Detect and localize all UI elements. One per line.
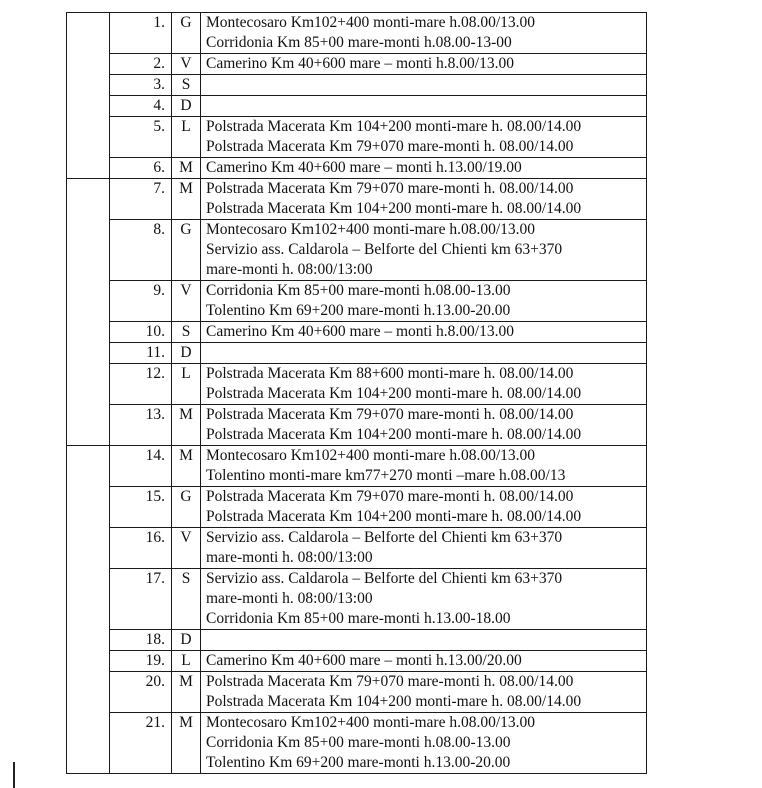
day-number: 2. bbox=[110, 54, 172, 75]
schedule-row bbox=[67, 446, 647, 487]
weekday-letter: L bbox=[172, 364, 201, 405]
checkpoint-cell bbox=[201, 281, 647, 322]
checkpoint-line: Tolentino Km 69+200 mare-monti h.13.00-20.00 bbox=[206, 302, 511, 319]
schedule-row bbox=[67, 364, 647, 405]
checkpoint-line: Camerino Km 40+600 mare – monti h.13.00/20.00 bbox=[206, 652, 522, 669]
checkpoint-line: Camerino Km 40+600 mare – monti h.8.00/13.00 bbox=[206, 55, 514, 72]
checkpoint-line: Servizio ass. Caldarola – Belforte del Chienti km 63+370 bbox=[206, 570, 563, 587]
weekday-letter: M bbox=[172, 446, 201, 487]
schedule-row bbox=[67, 96, 647, 117]
day-number: 10. bbox=[110, 322, 172, 343]
week-block-cell bbox=[67, 179, 110, 446]
weekday-letter: G bbox=[172, 13, 201, 54]
checkpoint-cell bbox=[201, 75, 647, 96]
weekday-letter: L bbox=[172, 117, 201, 158]
checkpoint-line: Polstrada Macerata Km 79+070 mare-monti h. 08.00/14.00 bbox=[206, 488, 574, 505]
schedule-row bbox=[67, 528, 647, 569]
checkpoint-line: Polstrada Macerata Km 104+200 monti-mare h. 08.00/14.00 bbox=[206, 200, 582, 217]
day-number: 5. bbox=[110, 117, 172, 158]
weekday-letter: M bbox=[172, 713, 201, 774]
checkpoint-cell bbox=[201, 364, 647, 405]
checkpoint-cell bbox=[201, 405, 647, 446]
week-block-cell bbox=[67, 13, 110, 179]
checkpoint-line: Corridonia Km 85+00 mare-monti h.08.00-13.00 bbox=[206, 282, 511, 299]
checkpoint-line: Camerino Km 40+600 mare – monti h.8.00/13.00 bbox=[206, 323, 514, 340]
checkpoint-line: Corridonia Km 85+00 mare-monti h.08.00-13-00 bbox=[206, 34, 512, 51]
day-number: 14. bbox=[110, 446, 172, 487]
checkpoint-line: Montecosaro Km102+400 monti-mare h.08.00/13.00 bbox=[206, 221, 536, 238]
checkpoint-cell bbox=[201, 630, 647, 651]
schedule-row bbox=[67, 13, 647, 54]
checkpoint-line: Montecosaro Km102+400 monti-mare h.08.00/13.00 bbox=[206, 714, 536, 731]
checkpoint-cell bbox=[201, 343, 647, 364]
day-number: 1. bbox=[110, 13, 172, 54]
checkpoint-line: Servizio ass. Caldarola – Belforte del Chienti km 63+370 bbox=[206, 529, 563, 546]
week-block-cell bbox=[67, 446, 110, 774]
checkpoint-cell bbox=[201, 179, 647, 220]
schedule-rows bbox=[67, 13, 647, 774]
checkpoint-cell bbox=[201, 117, 647, 158]
schedule-row bbox=[67, 713, 647, 774]
weekday-letter: G bbox=[172, 487, 201, 528]
checkpoint-line: Servizio ass. Caldarola – Belforte del Chienti km 63+370 bbox=[206, 241, 563, 258]
schedule-row bbox=[67, 54, 647, 75]
day-number: 6. bbox=[110, 158, 172, 179]
weekday-letter: L bbox=[172, 651, 201, 672]
schedule-row bbox=[67, 117, 647, 158]
day-number: 20. bbox=[110, 672, 172, 713]
day-number: 8. bbox=[110, 220, 172, 281]
checkpoint-line: Polstrada Macerata Km 79+070 mare-monti h. 08.00/14.00 bbox=[206, 406, 574, 423]
checkpoint-line: Polstrada Macerata Km 104+200 monti-mare h. 08.00/14.00 bbox=[206, 508, 582, 525]
schedule-row bbox=[67, 158, 647, 179]
checkpoint-cell bbox=[201, 158, 647, 179]
checkpoint-line: Tolentino monti-mare km77+270 monti –mare h.08.00/13 bbox=[206, 467, 566, 484]
schedule-row bbox=[67, 569, 647, 630]
weekday-letter: D bbox=[172, 96, 201, 117]
weekday-letter: S bbox=[172, 569, 201, 630]
checkpoint-line: Polstrada Macerata Km 104+200 monti-mare h. 08.00/14.00 bbox=[206, 426, 582, 443]
day-number: 15. bbox=[110, 487, 172, 528]
checkpoint-cell bbox=[201, 220, 647, 281]
weekday-letter: V bbox=[172, 528, 201, 569]
day-number: 7. bbox=[110, 179, 172, 220]
weekday-letter: V bbox=[172, 281, 201, 322]
checkpoint-line: Corridonia Km 85+00 mare-monti h.13.00-18.00 bbox=[206, 610, 511, 627]
checkpoint-cell bbox=[201, 322, 647, 343]
margin-mark bbox=[13, 762, 15, 788]
weekday-letter: M bbox=[172, 158, 201, 179]
checkpoint-cell bbox=[201, 672, 647, 713]
checkpoint-line: Montecosaro Km102+400 monti-mare h.08.00/13.00 bbox=[206, 14, 536, 31]
day-number: 19. bbox=[110, 651, 172, 672]
checkpoint-cell bbox=[201, 651, 647, 672]
checkpoint-cell bbox=[201, 569, 647, 630]
checkpoint-line: Tolentino Km 69+200 mare-monti h.13.00-20.00 bbox=[206, 754, 511, 771]
checkpoint-line: Corridonia Km 85+00 mare-monti h.08.00-13.00 bbox=[206, 734, 511, 751]
schedule-row bbox=[67, 343, 647, 364]
checkpoint-line: Polstrada Macerata Km 88+600 monti-mare h. 08.00/14.00 bbox=[206, 365, 574, 382]
day-number: 17. bbox=[110, 569, 172, 630]
schedule-row bbox=[67, 630, 647, 651]
checkpoint-line bbox=[206, 630, 646, 650]
day-number: 9. bbox=[110, 281, 172, 322]
checkpoint-line bbox=[206, 96, 646, 116]
checkpoint-cell bbox=[201, 446, 647, 487]
checkpoint-line: Camerino Km 40+600 mare – monti h.13.00/19.00 bbox=[206, 159, 522, 176]
day-number: 12. bbox=[110, 364, 172, 405]
schedule-row bbox=[67, 179, 647, 220]
weekday-letter: M bbox=[172, 405, 201, 446]
checkpoint-cell bbox=[201, 54, 647, 75]
schedule-row bbox=[67, 75, 647, 96]
day-number: 13. bbox=[110, 405, 172, 446]
checkpoint-cell bbox=[201, 487, 647, 528]
checkpoint-line: Polstrada Macerata Km 104+200 monti-mare h. 08.00/14.00 bbox=[206, 385, 582, 402]
weekday-letter: G bbox=[172, 220, 201, 281]
day-number: 4. bbox=[110, 96, 172, 117]
checkpoint-cell bbox=[201, 13, 647, 54]
checkpoint-line: Polstrada Macerata Km 79+070 mare-monti h. 08.00/14.00 bbox=[206, 180, 574, 197]
checkpoint-cell bbox=[201, 528, 647, 569]
schedule-row bbox=[67, 322, 647, 343]
checkpoint-line: Polstrada Macerata Km 79+070 mare-monti h. 08.00/14.00 bbox=[206, 138, 574, 155]
weekday-letter: M bbox=[172, 672, 201, 713]
checkpoint-line bbox=[206, 75, 646, 95]
checkpoint-line: Polstrada Macerata Km 79+070 mare-monti h. 08.00/14.00 bbox=[206, 673, 574, 690]
schedule-row bbox=[67, 487, 647, 528]
weekday-letter: M bbox=[172, 179, 201, 220]
day-number: 3. bbox=[110, 75, 172, 96]
schedule-row bbox=[67, 405, 647, 446]
checkpoint-cell bbox=[201, 713, 647, 774]
checkpoint-line: mare-monti h. 08:00/13:00 bbox=[206, 261, 373, 278]
weekday-letter: D bbox=[172, 343, 201, 364]
checkpoint-line bbox=[206, 343, 646, 363]
checkpoint-line: Montecosaro Km102+400 monti-mare h.08.00/13.00 bbox=[206, 447, 536, 464]
schedule-table bbox=[66, 12, 647, 774]
checkpoint-line: Polstrada Macerata Km 104+200 monti-mare h. 08.00/14.00 bbox=[206, 693, 582, 710]
weekday-letter: D bbox=[172, 630, 201, 651]
schedule-row bbox=[67, 220, 647, 281]
checkpoint-line: mare-monti h. 08:00/13:00 bbox=[206, 590, 373, 607]
checkpoint-line: Polstrada Macerata Km 104+200 monti-mare h. 08.00/14.00 bbox=[206, 118, 582, 135]
day-number: 21. bbox=[110, 713, 172, 774]
checkpoint-cell bbox=[201, 96, 647, 117]
day-number: 16. bbox=[110, 528, 172, 569]
weekday-letter: S bbox=[172, 322, 201, 343]
checkpoint-line: mare-monti h. 08:00/13:00 bbox=[206, 549, 373, 566]
schedule-row bbox=[67, 672, 647, 713]
day-number: 11. bbox=[110, 343, 172, 364]
weekday-letter: V bbox=[172, 54, 201, 75]
schedule-row bbox=[67, 281, 647, 322]
schedule-row bbox=[67, 651, 647, 672]
weekday-letter: S bbox=[172, 75, 201, 96]
day-number: 18. bbox=[110, 630, 172, 651]
